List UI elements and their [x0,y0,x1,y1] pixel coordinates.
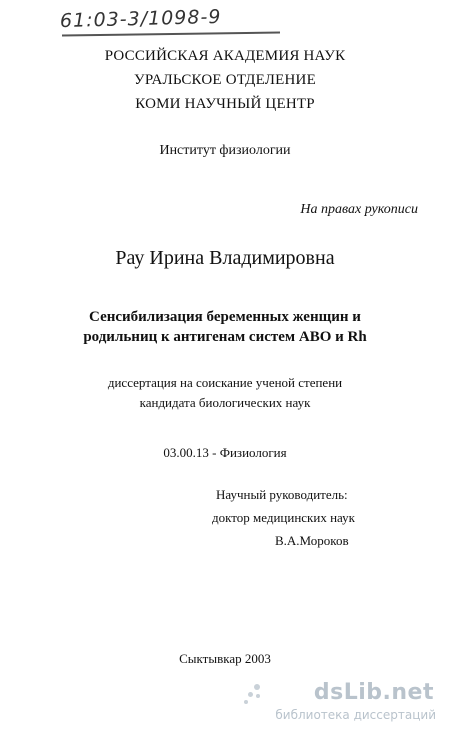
watermark [252,680,438,730]
watermark-subtitle: библиотека диссертаций [275,708,436,722]
org-line-academy: РОССИЙСКАЯ АКАДЕМИЯ НАУК [104,48,346,64]
specialty-code: 03.00.13 - Физиология [163,445,287,460]
watermark-logo: dsLib.net [313,680,434,705]
dissertation-title-line2: родильниц к антигенам систем АВО и Rh [83,329,367,345]
manuscript-note: На правах рукописи [300,202,418,217]
institute-name: Институт физиологии [159,143,291,158]
org-line-center: КОМИ НАУЧНЫЙ ЦЕНТР [135,96,315,112]
archive-number-handwritten: 61:03-3/1098-9 [59,5,222,33]
dissertation-title-line1: Сенсибилизация беременных женщин и [89,309,361,325]
handwritten-underline [62,31,280,36]
degree-line1: диссертация на соискание ученой степени [107,375,343,390]
supervisor-name: В.А.Мороков [275,533,349,548]
org-line-branch: УРАЛЬСКОЕ ОТДЕЛЕНИЕ [134,72,316,88]
place-year: Сыктывкар 2003 [179,651,271,666]
author-name: Рау Ирина Владимировна [115,247,335,269]
watermark-dots-icon [240,684,262,706]
supervisor-label: Научный руководитель: [216,487,348,502]
degree-line2: кандидата биологических наук [139,395,311,410]
supervisor-degree: доктор медицинских наук [212,510,355,525]
